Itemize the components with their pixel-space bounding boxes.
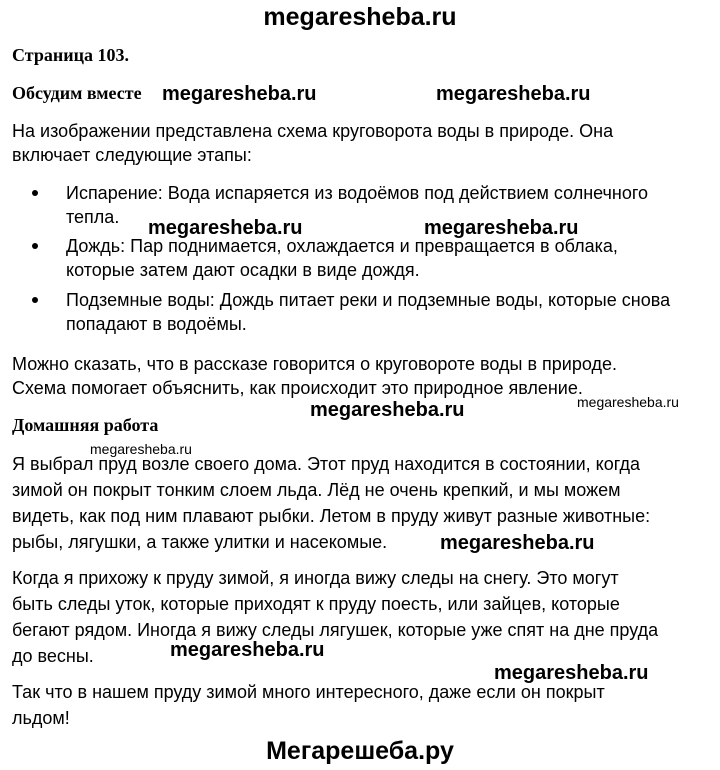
conclusion-line: Можно сказать, что в рассказе говорится о круговороте воды в природе. xyxy=(12,354,617,374)
watermark: megaresheba.ru xyxy=(494,662,649,684)
watermark: megaresheba.ru xyxy=(170,639,325,661)
intro-line: На изображении представлена схема круговорота воды в природе. Она xyxy=(12,121,614,141)
paragraph-line: льдом! xyxy=(12,708,70,728)
paragraph-line: Так что в нашем пруду зимой много интересного, даже если он покрыт xyxy=(12,682,605,702)
bullet-dot xyxy=(32,297,38,303)
section-heading-discuss: Обсудим вместе xyxy=(12,83,142,103)
conclusion-line: Схема помогает объяснить, как происходит это природное явление. xyxy=(12,378,583,398)
bullet-line: Подземные воды: Дождь питает реки и подземные воды, которые снова xyxy=(66,290,671,310)
watermark: megaresheba.ru xyxy=(436,83,591,105)
paragraph-line: Я выбрал пруд возле своего дома. Этот пруд находится в состоянии, когда xyxy=(12,454,640,474)
intro-line: включает следующие этапы: xyxy=(12,145,252,165)
paragraph-line: до весны. xyxy=(12,646,94,666)
bullet-line: Дождь: Пар поднимается, охлаждается и превращается в облака, xyxy=(66,236,618,256)
watermark: megaresheba.ru xyxy=(162,83,317,105)
paragraph-line: быть следы уток, которые приходят к пруду поесть, или зайцев, которые xyxy=(12,594,620,614)
bullet-line: попадают в водоёмы. xyxy=(66,314,247,334)
bullet-line: которые затем дают осадки в виде дождя. xyxy=(66,260,420,280)
watermark: megaresheba.ru xyxy=(148,217,303,239)
bullet-line: Испарение: Вода испаряется из водоёмов под действием солнечного xyxy=(66,183,649,203)
watermark: megaresheba.ru xyxy=(577,394,679,410)
paragraph-line: видеть, как под ним плавают рыбки. Летом в пруду живут разные животные: xyxy=(12,506,651,526)
paragraph-line: бегают рядом. Иногда я вижу следы лягушек, которые уже спят на дне пруда xyxy=(12,620,659,640)
site-footer: Мегарешеба.ру xyxy=(266,737,454,765)
section-heading-homework: Домашняя работа xyxy=(12,415,159,435)
page-label: Страница 103. xyxy=(12,45,129,65)
watermark: megaresheba.ru xyxy=(90,441,192,457)
paragraph-line: Когда я прихожу к пруду зимой, я иногда вижу следы на снегу. Это могут xyxy=(12,568,619,588)
paragraph-line: зимой он покрыт тонким слоем льда. Лёд не очень крепкий, и мы можем xyxy=(12,480,621,500)
watermark: megaresheba.ru xyxy=(424,217,579,239)
bullet-dot xyxy=(32,190,38,196)
bullet-dot xyxy=(32,243,38,249)
watermark: megaresheba.ru xyxy=(310,399,465,421)
site-header: megaresheba.ru xyxy=(263,3,457,31)
bullet-line: тепла. xyxy=(66,207,120,227)
watermark: megaresheba.ru xyxy=(440,532,595,554)
paragraph-line: рыбы, лягушки, а также улитки и насекомые. xyxy=(12,532,388,552)
